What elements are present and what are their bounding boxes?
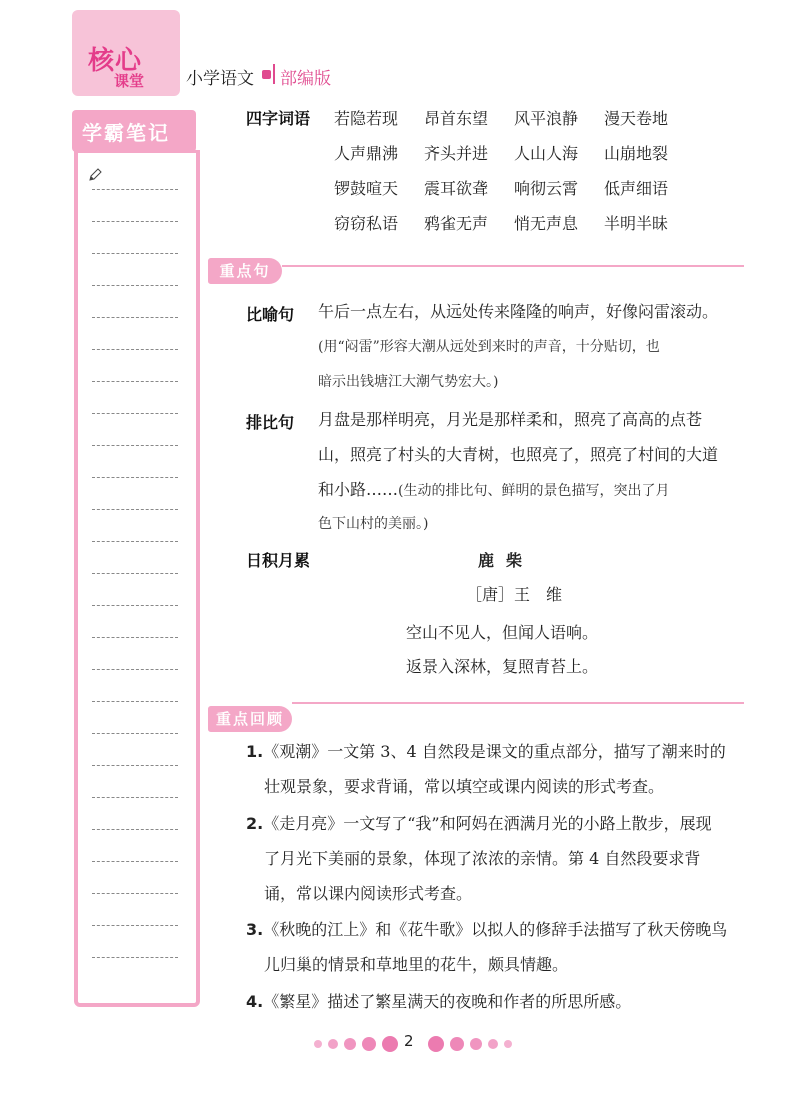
footer-dot <box>504 1040 512 1048</box>
word: 低声细语 <box>604 179 669 198</box>
notes-title: 学霸笔记 <box>82 121 170 145</box>
parallel-note: (生动的排比句、鲜明的景色描写，突出了月 <box>398 483 670 499</box>
review-text: 《观潮》一文第 3、4 自然段是课文的重点部分，描写了潮来时的 <box>263 742 726 761</box>
footer-dot <box>362 1037 376 1051</box>
review-text: 儿归巢的情景和草地里的花牛，颇具情趣。 <box>264 955 569 974</box>
note-line <box>92 861 178 862</box>
parallel-note: 色下山村的美丽。) <box>318 516 429 532</box>
separator-bar <box>273 64 275 84</box>
footer-dot <box>470 1038 482 1050</box>
word: 悄无声息 <box>514 214 579 233</box>
section-divider <box>292 702 744 704</box>
note-line <box>92 701 178 702</box>
word: 昂首东望 <box>424 109 489 128</box>
note-line <box>92 189 178 190</box>
poem-line: 返景入深林，复照青苔上。 <box>406 657 599 676</box>
word-row <box>334 106 694 129</box>
page-number: 2 <box>404 1032 414 1050</box>
four-char-words-section <box>246 106 706 246</box>
review-item <box>246 912 727 947</box>
separator-square <box>262 70 271 79</box>
parallel-sentence-line3 <box>318 472 669 509</box>
note-line <box>92 541 178 542</box>
review-text: 诵，常以课内阅读形式考查。 <box>264 884 473 903</box>
footer-dot <box>314 1040 322 1048</box>
word: 响彻云霄 <box>514 179 579 198</box>
review-item <box>246 806 712 841</box>
notes-box <box>74 150 200 1007</box>
simile-note: (用“闷雷”形容大潮从远处到来时的声音，十分贴切，也 <box>318 339 660 355</box>
poem-author: ［唐］王 维 <box>466 585 563 604</box>
note-line <box>92 349 178 350</box>
note-line <box>92 253 178 254</box>
word: 风平浪静 <box>514 109 579 128</box>
section-divider <box>282 265 744 267</box>
review-text: 《繁星》描述了繁星满天的夜晚和作者的所思所感。 <box>263 992 632 1011</box>
simile-term: 比喻句 <box>246 305 295 324</box>
poem-line: 空山不见人，但闻人语响。 <box>406 623 599 642</box>
review-number: 2. <box>246 814 264 833</box>
simile-sentence: 午后一点左右，从远处传来隆隆的响声，好像闷雷滚动。 <box>318 302 719 321</box>
note-line <box>92 381 178 382</box>
footer-dot <box>328 1039 338 1049</box>
review-text: 壮观景象，要求背诵，常以填空或课内阅读的形式考查。 <box>264 777 665 796</box>
note-line <box>92 765 178 766</box>
note-line <box>92 893 178 894</box>
logo-main-text: 核心 <box>88 46 143 76</box>
review-number: 1. <box>246 742 264 761</box>
word: 若隐若现 <box>334 109 399 128</box>
word-row <box>334 176 694 199</box>
review-text: 《秋晚的江上》和《花牛歌》以拟人的修辞手法描写了秋天傍晚鸟 <box>263 920 728 939</box>
note-line <box>92 317 178 318</box>
word-row <box>334 141 694 164</box>
note-line <box>92 637 178 638</box>
poem-title: 鹿柴 <box>478 551 535 570</box>
word: 鸦雀无声 <box>424 214 489 233</box>
parallel-sentence: 山，照亮了村头的大青树，也照亮了，照亮了村间的大道 <box>318 445 719 464</box>
logo-sub-text: 课堂 <box>114 72 145 90</box>
review-text: 了月光下美丽的景象，体现了浓浓的亲情。第 4 自然段要求背 <box>264 849 701 868</box>
note-line <box>92 797 178 798</box>
simile-note: 暗示出钱塘江大潮气势宏大。) <box>318 374 499 390</box>
footer-dot <box>488 1039 498 1049</box>
note-line <box>92 605 178 606</box>
review-tag: 重点回顾 <box>208 706 292 732</box>
footer-dot <box>428 1036 444 1052</box>
subject-label: 小学语文 <box>186 69 254 89</box>
note-line <box>92 285 178 286</box>
edition-label: 部编版 <box>280 69 331 89</box>
review-text: 《走月亮》一文写了“我”和阿妈在洒满月光的小路上散步，展现 <box>263 814 712 833</box>
note-line <box>92 221 178 222</box>
note-line <box>92 957 178 958</box>
review-item <box>246 734 726 769</box>
word: 山崩地裂 <box>604 144 669 163</box>
note-line <box>92 445 178 446</box>
word: 窃窃私语 <box>334 214 399 233</box>
review-number: 3. <box>246 920 264 939</box>
note-line <box>92 925 178 926</box>
key-sentences-tag: 重点句 <box>208 258 282 284</box>
note-line <box>92 733 178 734</box>
word: 震耳欲聋 <box>424 179 489 198</box>
note-line <box>92 829 178 830</box>
footer-dot <box>382 1036 398 1052</box>
four-char-words-label: 四字词语 <box>246 109 311 128</box>
word: 人山人海 <box>514 144 579 163</box>
review-item <box>246 984 631 1019</box>
note-line <box>92 669 178 670</box>
daily-accumulation-label: 日积月累 <box>246 551 311 570</box>
parallel-term: 排比句 <box>246 413 295 432</box>
note-line <box>92 573 178 574</box>
footer-dot <box>450 1037 464 1051</box>
word: 漫天卷地 <box>604 109 669 128</box>
word: 半明半昧 <box>604 214 669 233</box>
review-number: 4. <box>246 992 264 1011</box>
word-row <box>334 211 694 234</box>
footer-dot <box>344 1038 356 1050</box>
parallel-sentence-end: 和小路…… <box>318 480 399 499</box>
note-line <box>92 477 178 478</box>
note-line <box>92 413 178 414</box>
word: 齐头并进 <box>424 144 489 163</box>
note-line <box>92 509 178 510</box>
word: 锣鼓喧天 <box>334 179 399 198</box>
pencil-icon <box>88 168 102 182</box>
word: 人声鼎沸 <box>334 144 399 163</box>
parallel-sentence: 月盘是那样明亮，月光是那样柔和，照亮了高高的点苍 <box>318 410 703 429</box>
